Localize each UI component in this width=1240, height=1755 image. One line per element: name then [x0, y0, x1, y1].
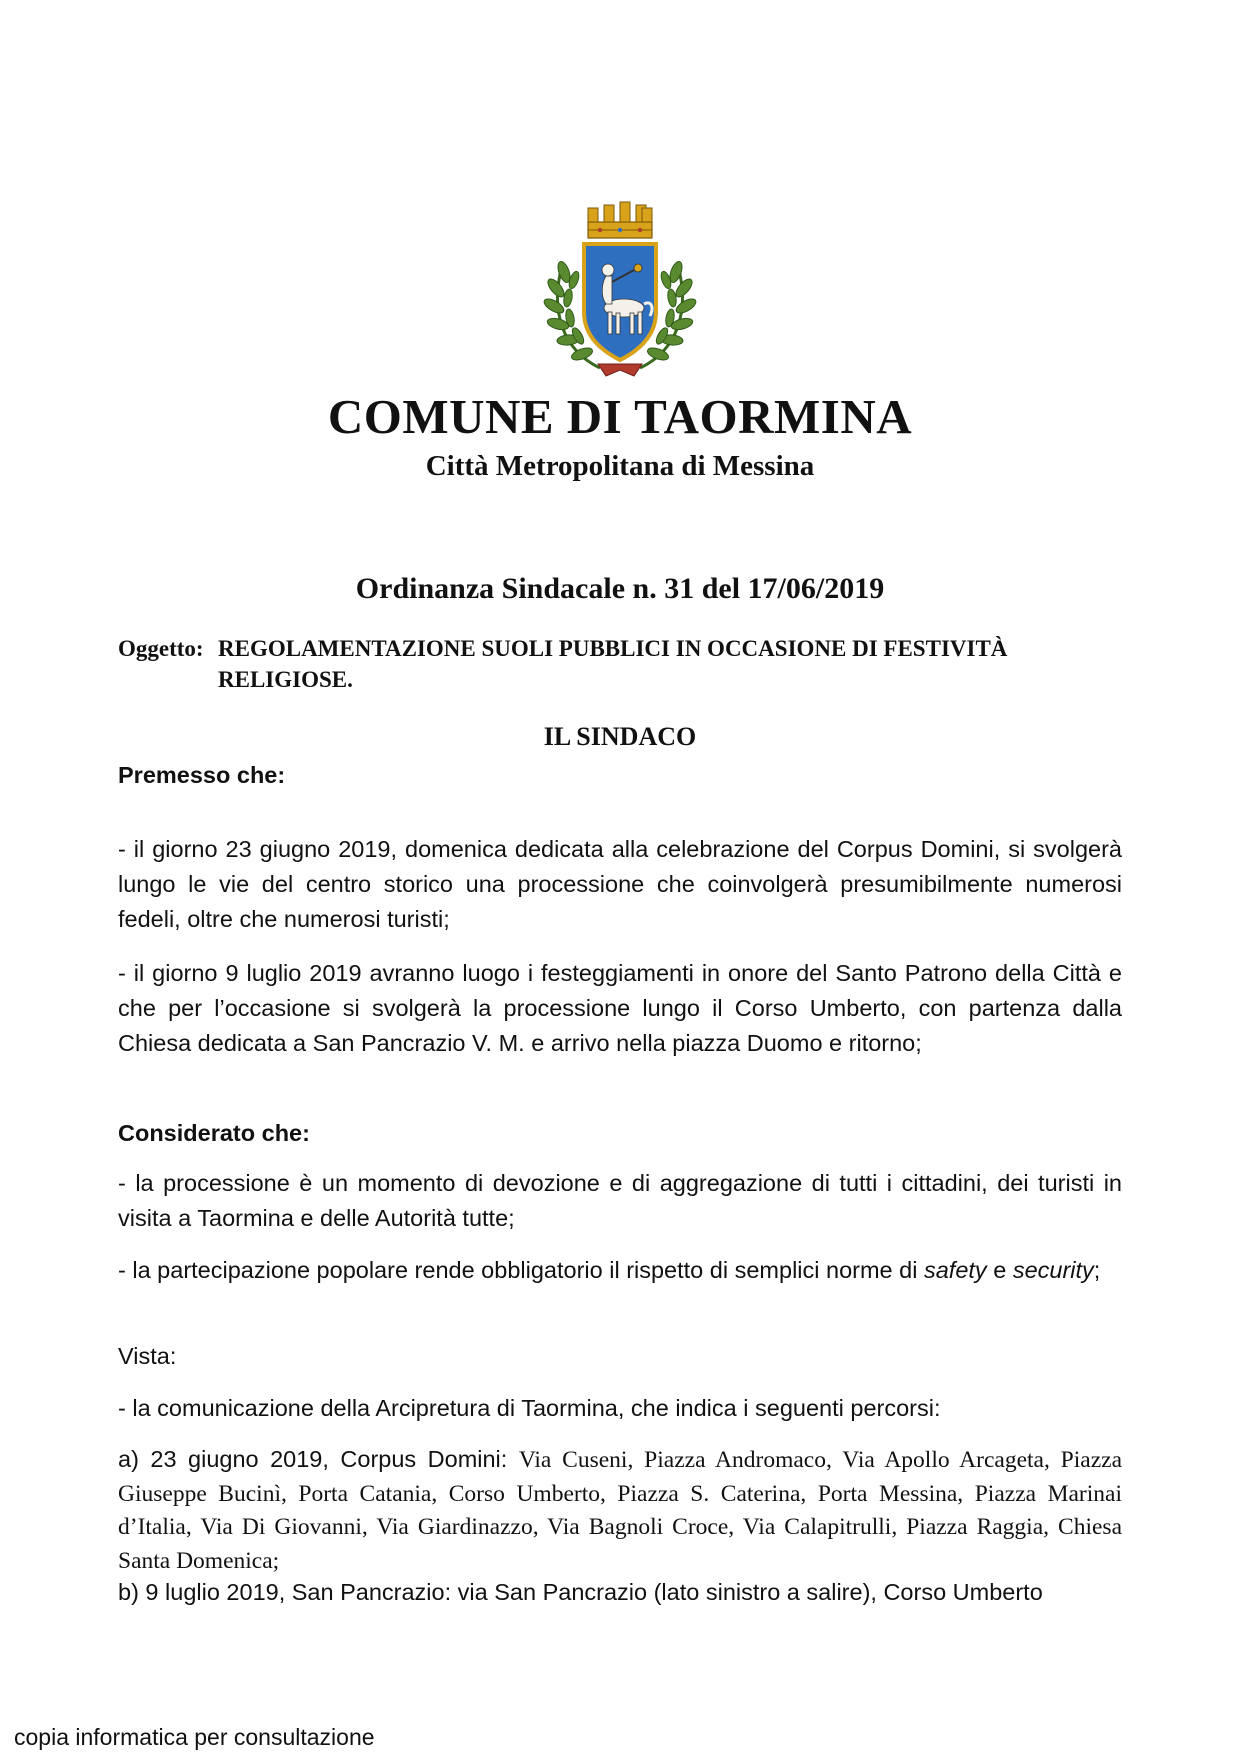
- paragraph-san-pancrazio: - il giorno 9 luglio 2019 avranno luogo i festeggiamenti in onore del Santo Patrono della Città e che per l’occasione si svolgerà la processione lungo il Corso Umberto, con partenza dalla Chiesa dedicata a San Pancrazio V. M. e arrivo nella piazza Duomo e ritorno;: [118, 960, 1122, 1056]
- subject-text: REGOLAMENTAZIONE SUOLI PUBBLICI IN OCCASIONE DI FESTIVITÀ RELIGIOSE.: [218, 636, 1008, 692]
- p4-security: security: [1012, 1257, 1094, 1283]
- vista-heading: Vista:: [118, 1343, 177, 1369]
- ordinance-heading: Ordinanza Sindacale n. 31 del 17/06/2019: [355, 572, 885, 605]
- considerato-heading: Considerato che:: [118, 1120, 310, 1146]
- paragraph-safety-security: [118, 1253, 1122, 1288]
- premesso-heading: Premesso che:: [118, 762, 286, 788]
- sindaco-heading: IL SINDACO: [543, 722, 697, 751]
- subject-label: Oggetto:: [118, 636, 204, 661]
- paragraph-route-corpus-domini: [118, 1443, 1122, 1578]
- crest-ribbon: [598, 364, 642, 376]
- paragraph-corpus-domini: - il giorno 23 giugno 2019, domenica dedicata alla celebrazione del Corpus Domini, si svolgerà lungo le vie del centro storico una processione che coinvolgerà presumibilmente numerosi fedeli, oltre che numerosi turisti;: [118, 836, 1122, 932]
- comune-crest-emblem: [542, 200, 698, 380]
- p4-text-c: ;: [1093, 1257, 1101, 1283]
- paragraph-arcipretura: - la comunicazione della Arcipretura di Taormina, che indica i seguenti percorsi:: [118, 1395, 941, 1421]
- page-title: COMUNE DI TAORMINA: [327, 389, 913, 444]
- route-a-streets: Via Cuseni, Piazza Andromaco, Via Apollo Arcageta, Piazza Giuseppe Bucinì, Porta Catania, Corso Umberto, Piazza S. Caterina, Porta Messina, Piazza Marinai d’Italia, Via Di Giovanni, Via Giardinazzo, Via Bagnoli Croce, Via Calapitrulli, Piazza Raggia, Chiesa Santa Domenica;: [118, 1447, 1122, 1574]
- page-subtitle: Città Metropolitana di Messina: [425, 450, 815, 482]
- crest-crown: [588, 202, 652, 238]
- paragraph-route-san-pancrazio: b) 9 luglio 2019, San Pancrazio: via San Pancrazio (lato sinistro a salire), Corso Umberto: [118, 1579, 1043, 1605]
- route-a-lead: a) 23 giugno 2019, Corpus Domini:: [118, 1446, 519, 1472]
- p4-text-b: e: [986, 1257, 1013, 1283]
- footer-note: copia informatica per consultazione: [14, 1724, 375, 1750]
- subject-block: [118, 633, 1128, 695]
- p4-safety: safety: [923, 1257, 987, 1283]
- p4-text-a: - la partecipazione popolare rende obbligatorio il rispetto di semplici norme di: [118, 1257, 924, 1283]
- paragraph-devozione: - la processione è un momento di devozione e di aggregazione di tutti i cittadini, dei turisti in visita a Taormina e delle Autorità tutte;: [118, 1170, 1122, 1231]
